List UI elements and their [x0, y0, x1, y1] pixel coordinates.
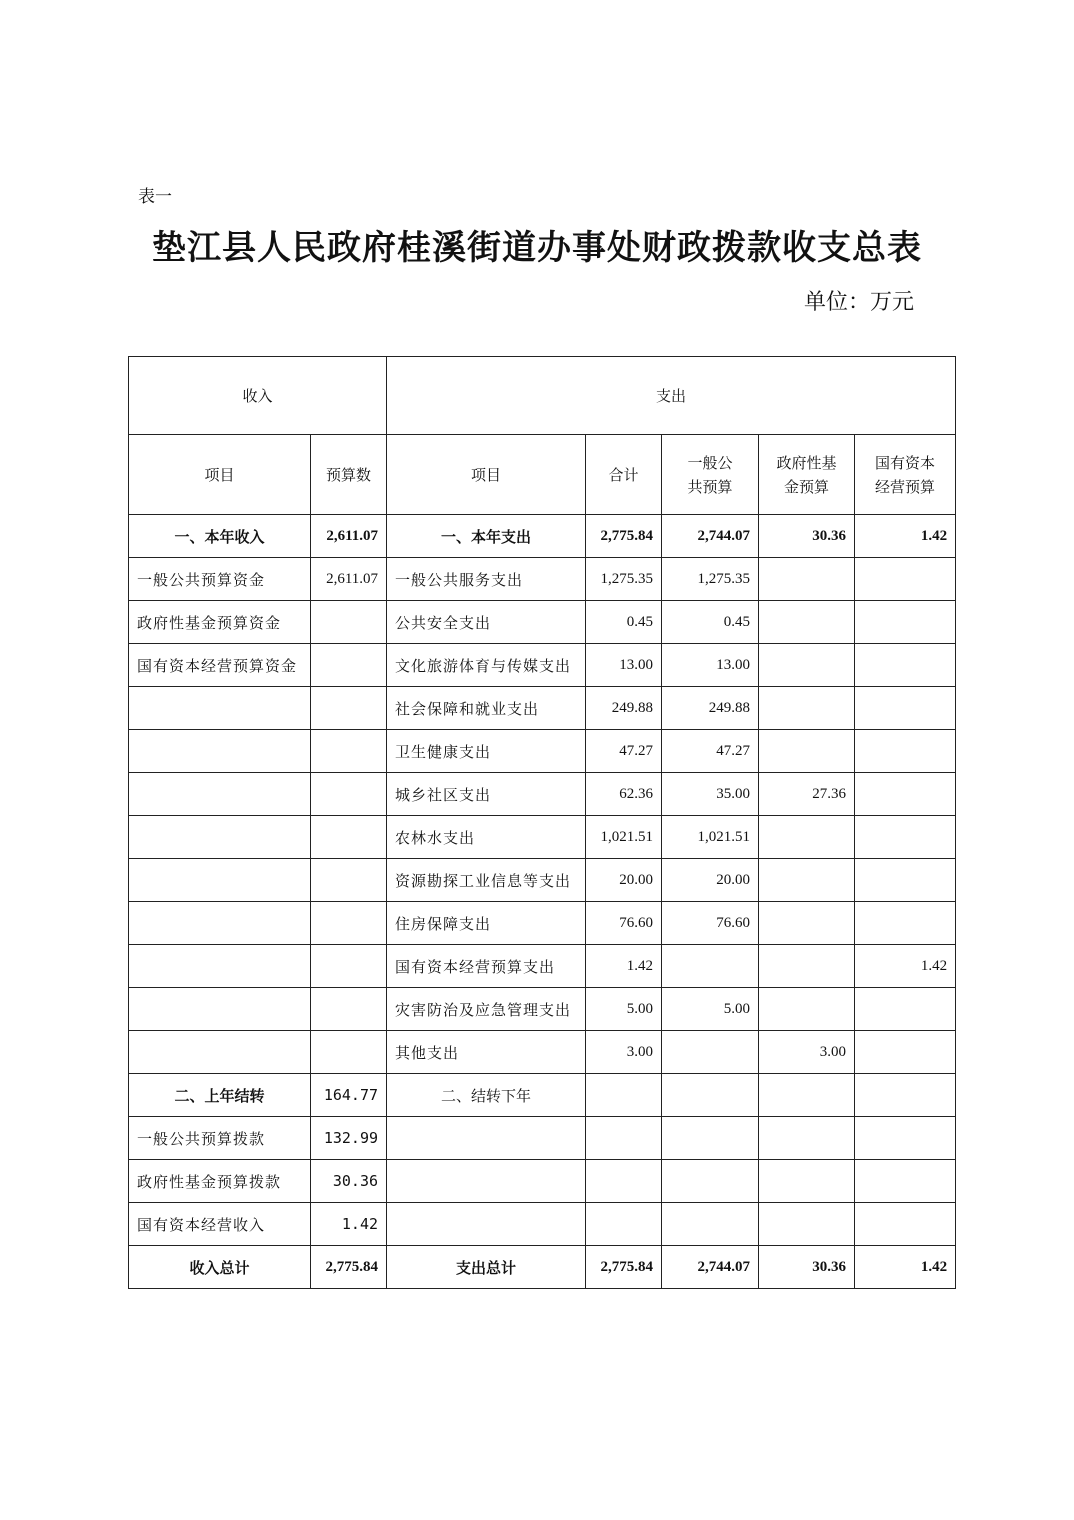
- income-item-cell: 国有资本经营预算资金: [129, 644, 311, 687]
- table-label: 表一: [138, 187, 172, 207]
- income-value-cell: 2,611.07: [311, 558, 387, 601]
- expense-item-cell: 农林水支出: [387, 816, 586, 859]
- state-capital-cell: [855, 859, 956, 902]
- income-value-cell: [311, 687, 387, 730]
- income-value-cell: [311, 988, 387, 1031]
- expense-item-cell: [387, 1203, 586, 1246]
- table-row: [129, 816, 956, 859]
- expense-item-cell: 灾害防治及应急管理支出: [387, 988, 586, 1031]
- gov-fund-cell: [759, 1160, 855, 1203]
- total-cell: 0.45: [586, 601, 662, 644]
- income-item-cell: 政府性基金预算拨款: [129, 1160, 311, 1203]
- page-title: 垫江县人民政府桂溪街道办事处财政拨款收支总表: [152, 228, 922, 268]
- income-item-cell: [129, 902, 311, 945]
- total-cell: 1.42: [586, 945, 662, 988]
- income-value-cell: [311, 1031, 387, 1074]
- total-cell: 47.27: [586, 730, 662, 773]
- general-budget-cell: 20.00: [662, 859, 759, 902]
- general-budget-cell: 35.00: [662, 773, 759, 816]
- general-budget-cell: [662, 1203, 759, 1246]
- total-cell: 76.60: [586, 902, 662, 945]
- income-item-cell: [129, 730, 311, 773]
- state-capital-cell: [855, 601, 956, 644]
- expense-item-cell: 支出总计: [387, 1246, 586, 1289]
- gov-fund-cell: [759, 1203, 855, 1246]
- gov-fund-cell: [759, 644, 855, 687]
- header-row-group: [129, 357, 956, 435]
- general-budget-cell: [662, 1031, 759, 1074]
- table-row: [129, 515, 956, 558]
- table-row: [129, 601, 956, 644]
- expense-item-cell: 卫生健康支出: [387, 730, 586, 773]
- state-capital-cell: [855, 988, 956, 1031]
- income-value-cell: 2,611.07: [311, 515, 387, 558]
- total-cell: 2,775.84: [586, 1246, 662, 1289]
- total-cell: [586, 1160, 662, 1203]
- income-value-cell: [311, 902, 387, 945]
- income-item-cell: [129, 773, 311, 816]
- gov-fund-cell: [759, 945, 855, 988]
- income-value-cell: [311, 773, 387, 816]
- total-cell: 13.00: [586, 644, 662, 687]
- unit-label: 单位：万元: [803, 290, 914, 315]
- general-budget-cell: 2,744.07: [662, 1246, 759, 1289]
- general-budget-cell: 5.00: [662, 988, 759, 1031]
- state-capital-cell: [855, 1117, 956, 1160]
- expense-item-cell: 一、本年支出: [387, 515, 586, 558]
- total-cell: 1,021.51: [586, 816, 662, 859]
- col-header-state-capital: 国有资本经营预算: [855, 435, 956, 515]
- income-value-cell: 30.36: [311, 1160, 387, 1203]
- expense-item-cell: 住房保障支出: [387, 902, 586, 945]
- income-value-cell: 132.99: [311, 1117, 387, 1160]
- table-row: [129, 902, 956, 945]
- total-cell: 2,775.84: [586, 515, 662, 558]
- income-header: 收入: [129, 357, 387, 435]
- general-budget-cell: [662, 945, 759, 988]
- table-row: [129, 687, 956, 730]
- general-budget-cell: [662, 1074, 759, 1117]
- total-cell: [586, 1117, 662, 1160]
- state-capital-cell: 1.42: [855, 1246, 956, 1289]
- state-capital-cell: 1.42: [855, 515, 956, 558]
- table-row: [129, 1074, 956, 1117]
- gov-fund-cell: [759, 902, 855, 945]
- general-budget-cell: 249.88: [662, 687, 759, 730]
- general-budget-cell: 2,744.07: [662, 515, 759, 558]
- income-item-cell: 收入总计: [129, 1246, 311, 1289]
- total-cell: 1,275.35: [586, 558, 662, 601]
- income-value-cell: [311, 945, 387, 988]
- expense-header: 支出: [387, 357, 956, 435]
- col-header-income-item: 项目: [129, 435, 311, 515]
- table-row: [129, 859, 956, 902]
- general-budget-cell: 0.45: [662, 601, 759, 644]
- budget-summary-table: [128, 356, 956, 1289]
- state-capital-cell: [855, 687, 956, 730]
- income-value-cell: [311, 816, 387, 859]
- state-capital-cell: [855, 1074, 956, 1117]
- total-cell: [586, 1074, 662, 1117]
- gov-fund-cell: [759, 1074, 855, 1117]
- total-cell: 62.36: [586, 773, 662, 816]
- income-item-cell: 政府性基金预算资金: [129, 601, 311, 644]
- expense-item-cell: 资源勘探工业信息等支出: [387, 859, 586, 902]
- col-header-budget: 预算数: [311, 435, 387, 515]
- gov-fund-cell: [759, 816, 855, 859]
- general-budget-cell: 13.00: [662, 644, 759, 687]
- income-item-cell: 国有资本经营收入: [129, 1203, 311, 1246]
- income-item-cell: [129, 945, 311, 988]
- table-row: [129, 644, 956, 687]
- gov-fund-cell: [759, 601, 855, 644]
- gov-fund-cell: [759, 730, 855, 773]
- table-row: [129, 988, 956, 1031]
- income-value-cell: [311, 730, 387, 773]
- total-cell: 249.88: [586, 687, 662, 730]
- col-header-total: 合计: [586, 435, 662, 515]
- income-value-cell: [311, 859, 387, 902]
- state-capital-cell: [855, 902, 956, 945]
- table-row: [129, 1031, 956, 1074]
- income-item-cell: [129, 687, 311, 730]
- col-header-expense-item: 项目: [387, 435, 586, 515]
- expense-item-cell: 公共安全支出: [387, 601, 586, 644]
- income-value-cell: [311, 601, 387, 644]
- general-budget-cell: 1,021.51: [662, 816, 759, 859]
- state-capital-cell: [855, 773, 956, 816]
- income-value-cell: 1.42: [311, 1203, 387, 1246]
- table-row: [129, 773, 956, 816]
- total-cell: [586, 1203, 662, 1246]
- col-header-gov-fund: 政府性基金预算: [759, 435, 855, 515]
- gov-fund-cell: [759, 558, 855, 601]
- general-budget-cell: 76.60: [662, 902, 759, 945]
- general-budget-cell: [662, 1117, 759, 1160]
- income-item-cell: [129, 1031, 311, 1074]
- gov-fund-cell: [759, 988, 855, 1031]
- expense-item-cell: [387, 1160, 586, 1203]
- income-item-cell: 一般公共预算资金: [129, 558, 311, 601]
- gov-fund-cell: 3.00: [759, 1031, 855, 1074]
- table-row: [129, 945, 956, 988]
- state-capital-cell: 1.42: [855, 945, 956, 988]
- gov-fund-cell: 30.36: [759, 1246, 855, 1289]
- expense-item-cell: 其他支出: [387, 1031, 586, 1074]
- state-capital-cell: [855, 1031, 956, 1074]
- expense-item-cell: 一般公共服务支出: [387, 558, 586, 601]
- table-row: [129, 1203, 956, 1246]
- total-cell: 5.00: [586, 988, 662, 1031]
- income-item-cell: 一般公共预算拨款: [129, 1117, 311, 1160]
- table-row: [129, 1160, 956, 1203]
- income-item-cell: 一、本年收入: [129, 515, 311, 558]
- gov-fund-cell: 27.36: [759, 773, 855, 816]
- income-item-cell: [129, 859, 311, 902]
- table-row: [129, 558, 956, 601]
- state-capital-cell: [855, 558, 956, 601]
- state-capital-cell: [855, 730, 956, 773]
- expense-item-cell: 国有资本经营预算支出: [387, 945, 586, 988]
- income-value-cell: 164.77: [311, 1074, 387, 1117]
- general-budget-cell: 47.27: [662, 730, 759, 773]
- total-cell: 20.00: [586, 859, 662, 902]
- header-row-columns: [129, 435, 956, 515]
- table-row: [129, 730, 956, 773]
- col-header-general-budget: 一般公共预算: [662, 435, 759, 515]
- expense-item-cell: 文化旅游体育与传媒支出: [387, 644, 586, 687]
- state-capital-cell: [855, 816, 956, 859]
- expense-item-cell: 二、结转下年: [387, 1074, 586, 1117]
- income-item-cell: [129, 816, 311, 859]
- income-value-cell: [311, 644, 387, 687]
- table-row: [129, 1117, 956, 1160]
- gov-fund-cell: [759, 687, 855, 730]
- gov-fund-cell: 30.36: [759, 515, 855, 558]
- gov-fund-cell: [759, 859, 855, 902]
- state-capital-cell: [855, 644, 956, 687]
- expense-item-cell: 社会保障和就业支出: [387, 687, 586, 730]
- state-capital-cell: [855, 1203, 956, 1246]
- income-value-cell: 2,775.84: [311, 1246, 387, 1289]
- income-item-cell: 二、上年结转: [129, 1074, 311, 1117]
- total-cell: 3.00: [586, 1031, 662, 1074]
- gov-fund-cell: [759, 1117, 855, 1160]
- general-budget-cell: [662, 1160, 759, 1203]
- expense-item-cell: [387, 1117, 586, 1160]
- expense-item-cell: 城乡社区支出: [387, 773, 586, 816]
- state-capital-cell: [855, 1160, 956, 1203]
- table-row: [129, 1246, 956, 1289]
- general-budget-cell: 1,275.35: [662, 558, 759, 601]
- income-item-cell: [129, 988, 311, 1031]
